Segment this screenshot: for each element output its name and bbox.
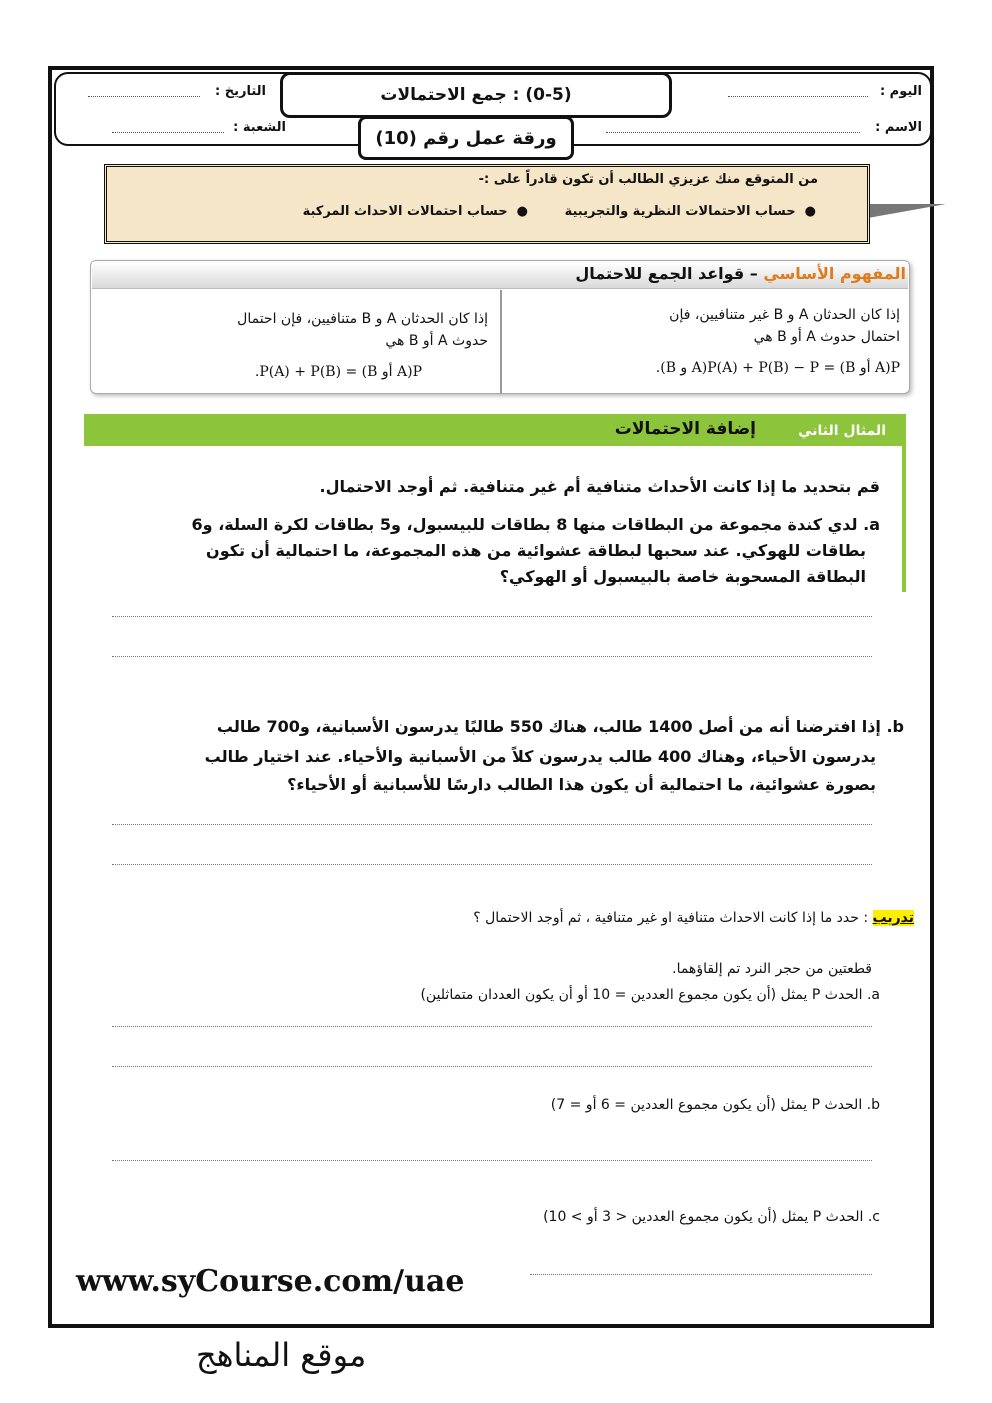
concept-title: – قواعد الجمع للاحتمال <box>575 264 758 283</box>
date-label: التاريخ : <box>215 84 266 99</box>
example-b-line-3: بصورة عشوائية، ما احتمالية أن يكون هذا الطالب دارسًا للأسبانية أو الأحياء؟ <box>287 775 876 794</box>
example-a-line-1: a. لدي كندة مجموعة من البطاقات منها 8 بطاقات للبيسبول، و5 بطاقات لكرة السلة، و6 <box>191 515 880 534</box>
training-heading <box>473 910 914 926</box>
concept-right-formula: P(A أو B) = P(A) + P(B) − P(A و B). <box>655 360 900 376</box>
training-a: a. الحدث P يمثل (أن يكون مجموع العددين = 10 أو أن يكون العددان متماثلين) <box>420 987 880 1003</box>
worksheet-number: ورقة عمل رقم (10) <box>358 116 574 160</box>
example-title: إضافة الاحتمالات <box>614 419 756 439</box>
concept-left-text-2: حدوث A أو B هي <box>385 333 488 349</box>
example-instruction: قم بتحديد ما إذا كانت الأحداث متنافية أم غير متنافية. ثم أوجد الاحتمال. <box>319 477 880 496</box>
concept-right-text-1: إذا كان الحدثان A و B غير متنافيين، فإن <box>669 307 900 323</box>
bullet-icon: ● <box>507 204 528 219</box>
example-header-bar <box>84 414 906 446</box>
example-a-line-2: بطاقات للهوكي. عند سحبها لبطاقة عشوائية من هذه المجموعة، ما احتمالية أن تكون <box>206 541 866 560</box>
concept-left-formula: P(A أو B) = P(A) + P(B). <box>254 364 422 380</box>
answer-line[interactable] <box>112 824 872 825</box>
website-url: www.syCourse.com/uae <box>76 1264 465 1299</box>
training-label: تدريب <box>872 910 914 926</box>
objectives-intro: من المتوقع منك عزيزي الطالب أن تكون قادراً على :- <box>478 172 818 187</box>
section-field[interactable] <box>112 132 224 133</box>
example-b-line-1: b. إذا افترضنا أنه من أصل 1400 طالب، هناك 550 طالبًا يدرسون الأسبانية، و700 طالب <box>216 717 904 736</box>
concept-left-text-1: إذا كان الحدثان A و B متنافيين، فإن احتمال <box>237 311 488 327</box>
day-field[interactable] <box>728 96 868 97</box>
answer-line[interactable] <box>112 656 872 657</box>
training-b: b. الحدث P يمثل (أن يكون مجموع العددين = 6 أو = 7) <box>550 1097 880 1113</box>
section-label: الشعبة : <box>233 120 286 135</box>
objectives-corner <box>868 204 946 218</box>
answer-line[interactable] <box>112 1066 872 1067</box>
answer-line[interactable] <box>112 864 872 865</box>
concept-right-text-2: احتمال حدوث A أو B هي <box>753 329 900 345</box>
site-signature: موقع المناهج <box>196 1336 367 1374</box>
concept-divider <box>500 290 502 394</box>
training-intro: قطعتين من حجر النرد تم إلقاؤهما. <box>672 961 872 977</box>
answer-line[interactable] <box>112 616 872 617</box>
example-side-bar <box>902 446 906 592</box>
page-title: (0-5) : جمع الاحتمالات <box>280 72 672 118</box>
example-a-line-3: البطاقة المسحوبة خاصة بالبيسبول أو الهوكي؟ <box>499 567 866 586</box>
concept-heading <box>575 264 906 283</box>
answer-line[interactable] <box>112 1160 872 1161</box>
objective-item-2: ● حساب احتمالات الاحداث المركبة <box>302 204 528 219</box>
training-c: c. الحدث P يمثل (أن يكون مجموع العددين < 3 أو > 10) <box>543 1209 880 1225</box>
date-field[interactable] <box>88 96 200 97</box>
answer-line[interactable] <box>530 1274 872 1275</box>
answer-line[interactable] <box>112 1026 872 1027</box>
example-b-line-2: يدرسون الأحياء، وهناك 400 طالب يدرسون كلاً من الأسبانية والأحياء. عند اختيار طالب <box>204 747 876 766</box>
objective-item-1: ● حساب الاحتمالات النظرية والتجريبية <box>564 204 816 219</box>
day-label: اليوم : <box>879 84 922 99</box>
training-text: : حدد ما إذا كانت الاحداث متنافية او غير متنافية ، ثم أوجد الاحتمال ؟ <box>473 910 869 926</box>
example-label: المثال الثاني <box>798 423 886 439</box>
name-label: الاسم : <box>875 120 922 135</box>
bullet-icon: ● <box>795 204 816 219</box>
page-frame <box>48 66 934 1328</box>
name-field[interactable] <box>606 132 860 133</box>
concept-label: المفهوم الأساسي <box>763 264 906 283</box>
